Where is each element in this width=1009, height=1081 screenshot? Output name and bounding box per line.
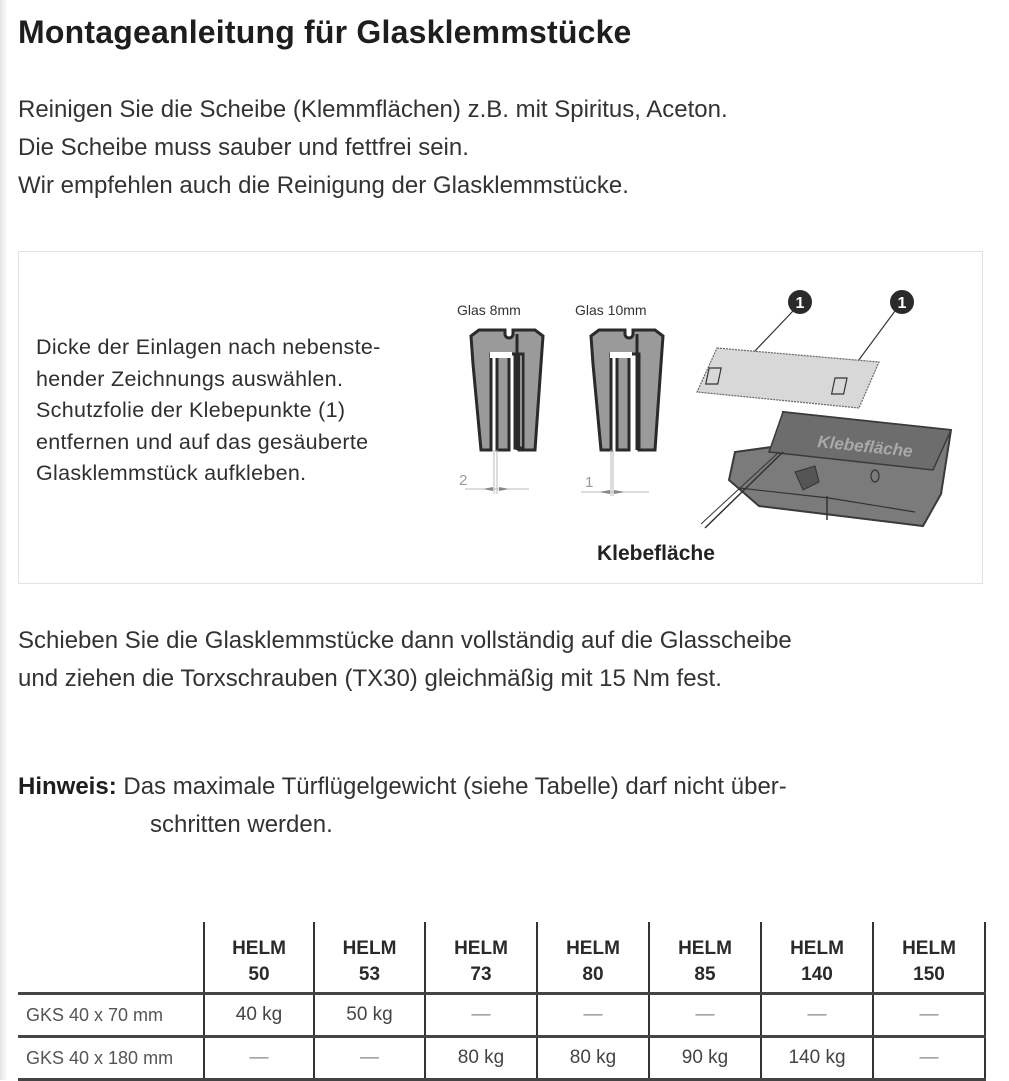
- profile-label-10mm: Glas 10mm: [575, 302, 647, 318]
- table-cell: —: [649, 994, 761, 1037]
- table-cell: —: [537, 994, 649, 1037]
- adhesive-surface-caption: Klebefläche: [597, 542, 715, 565]
- page-edge-shadow: [0, 0, 7, 1080]
- callout-marker-1-left: [788, 290, 812, 314]
- profile-label-8mm: Glas 8mm: [457, 302, 521, 318]
- adhesive-film: [697, 348, 879, 408]
- dimension-label-8mm: 2: [459, 472, 468, 489]
- note-paragraph: [18, 768, 787, 844]
- table-cell: —: [761, 994, 873, 1037]
- row-header: GKS 40 x 70 mm: [18, 994, 204, 1037]
- table-cell: —: [204, 1037, 314, 1080]
- table-cell: 80 kg: [425, 1037, 537, 1080]
- table-cell: —: [873, 994, 985, 1037]
- table-corner-cell: [18, 922, 204, 994]
- intro-paragraph: [18, 91, 728, 205]
- profile-diagrams: [457, 324, 687, 504]
- column-header: HELM 80: [537, 922, 649, 994]
- insert-line: Glasklemmstück aufkleben.: [36, 461, 307, 485]
- clamp-surface-label: Klebefläche: [816, 432, 914, 461]
- column-header: HELM 150: [873, 922, 985, 994]
- dimension-label-10mm: 1: [585, 474, 594, 491]
- callout-marker-1-right: [890, 290, 914, 314]
- profile-10mm-drawing: [581, 330, 663, 496]
- insert-instruction-text: [36, 332, 381, 490]
- table-cell: 40 kg: [204, 994, 314, 1037]
- insert-instruction-box: [18, 251, 983, 584]
- table-cell: —: [873, 1037, 985, 1080]
- table-cell: 140 kg: [761, 1037, 873, 1080]
- insert-line: Dicke der Einlagen nach nebenste-: [36, 335, 381, 359]
- weight-table: [18, 922, 986, 1081]
- table-row: [18, 1037, 985, 1080]
- table-cell: 90 kg: [649, 1037, 761, 1080]
- column-header: HELM 85: [649, 922, 761, 994]
- note-label: Hinweis:: [18, 773, 117, 800]
- step-line: und ziehen die Torxschrauben (TX30) gleichmäßig mit 15 Nm fest.: [18, 665, 722, 692]
- table-header-row: [18, 922, 985, 994]
- note-line: Das maximale Türflügelgewicht (siehe Tabelle) darf nicht über-: [123, 773, 787, 800]
- step-line: Schieben Sie die Glasklemmstücke dann vollständig auf die Glasscheibe: [18, 627, 792, 654]
- column-header: HELM 140: [761, 922, 873, 994]
- callout-marker-text: 1: [897, 295, 907, 312]
- intro-line: Die Scheibe muss sauber und fettfrei sein.: [18, 134, 469, 161]
- table-cell: —: [314, 1037, 425, 1080]
- insert-line: Schutzfolie der Klebepunkte (1): [36, 398, 346, 422]
- note-line: schritten werden.: [150, 811, 333, 838]
- table-cell: 80 kg: [537, 1037, 649, 1080]
- column-header: HELM 53: [314, 922, 425, 994]
- table-cell: —: [425, 994, 537, 1037]
- table-row: [18, 994, 985, 1037]
- column-header: HELM 50: [204, 922, 314, 994]
- intro-line: Reinigen Sie die Scheibe (Klemmflächen) z.B. mit Spiritus, Aceton.: [18, 96, 728, 123]
- insert-line: entfernen und auf das gesäuberte: [36, 429, 369, 454]
- column-header: HELM 73: [425, 922, 537, 994]
- intro-line: Wir empfehlen auch die Reinigung der Glasklemmstücke.: [18, 172, 629, 199]
- insert-line: hender Zeichnungs auswählen.: [36, 366, 344, 391]
- clamp-illustration: [679, 284, 969, 534]
- page-title: Montageanleitung für Glasklemmstücke: [18, 14, 632, 50]
- callout-marker-text: 1: [795, 295, 805, 312]
- row-header: GKS 40 x 180 mm: [18, 1037, 204, 1080]
- profile-8mm-drawing: [465, 330, 543, 494]
- table-cell: 50 kg: [314, 994, 425, 1037]
- mounting-step-paragraph: [18, 622, 792, 698]
